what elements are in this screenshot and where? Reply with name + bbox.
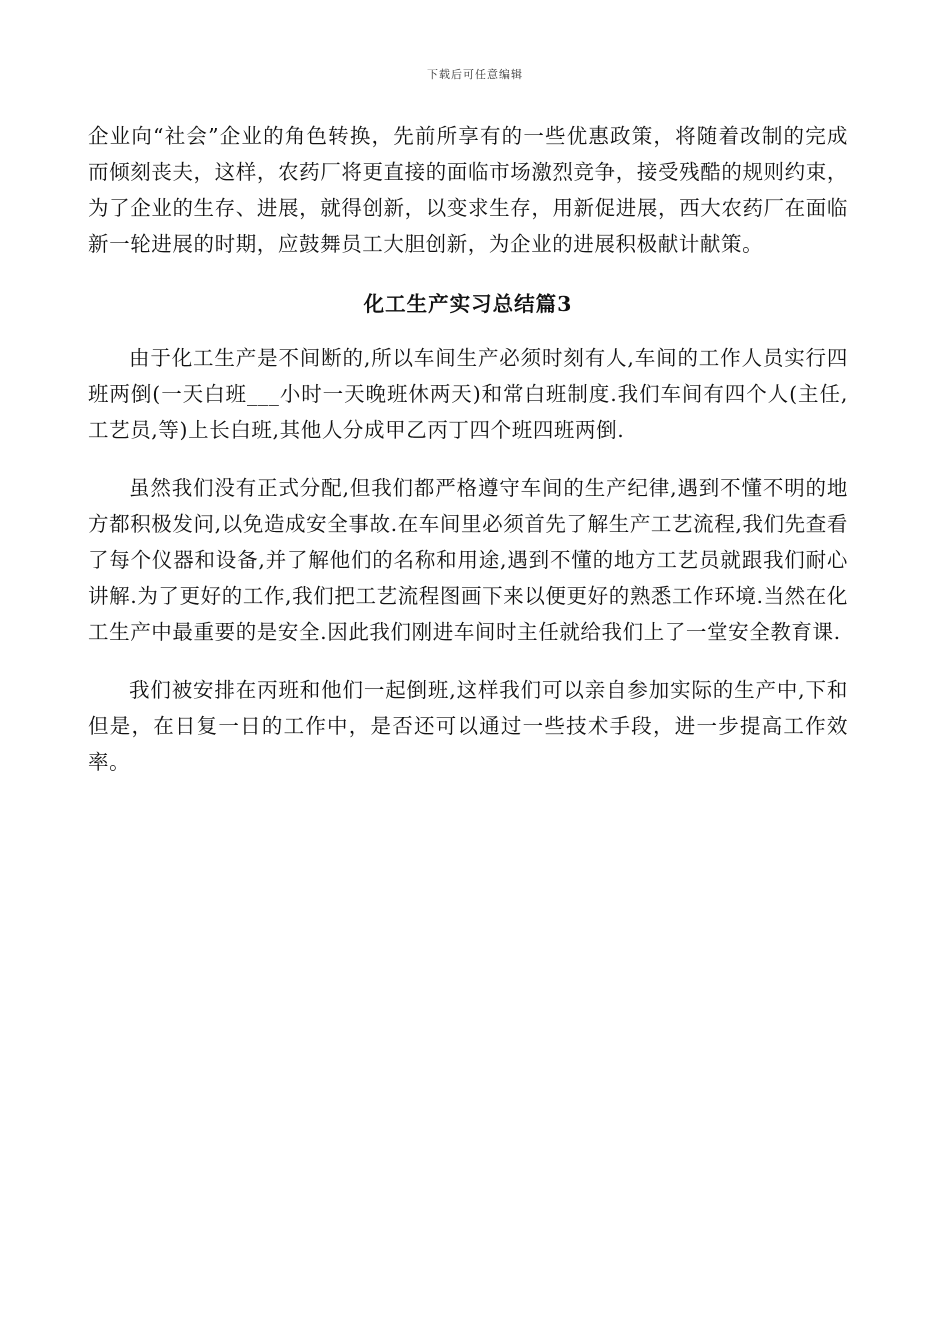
section-title: 化工生产实习总结篇3	[363, 292, 573, 316]
paragraph-4: 我们被安排在丙班和他们一起倒班,这样我们可以亲自参加实际的生产中,下和但是，在日复一日的工作中，是否还可以通过一些技术手段，进一步提高工作效率。	[88, 678, 848, 774]
page-header: 下载后可任意编辑	[427, 68, 523, 81]
paragraph-3: 虽然我们没有正式分配,但我们都严格遵守车间的生产纪律,遇到不懂不明的地方都积极发问,以免造成安全事故.在车间里必须首先了解生产工艺流程,我们先查看了每个仪器和设备,并了解他们的名称和用途,遇到不懂的地方工艺员就跟我们耐心讲解.为了更好的工作,我们把工艺流程图画下来以便更好的熟悉工作环境.当然在化工生产中最重要的是安全.因此我们刚进车间时主任就给我们上了一堂安全教育课.	[88, 476, 848, 644]
document-body	[88, 118, 848, 780]
paragraph-2: 由于化工生产是不间断的,所以车间生产必须时刻有人,车间的工作人员实行四班两倒(一天白班___小时一天晚班休两天)和常白班制度.我们车间有四个人(主任,工艺员,等)上长白班,其他人分成甲乙丙丁四个班四班两倒.	[88, 346, 848, 442]
paragraph-1: 企业向“社会”企业的角色转换，先前所享有的一些优惠政策，将随着改制的完成而倾刻丧夫，这样，农药厂将更直接的面临市场激烈竞争，接受残酷的规则约束，为了企业的生存、进展，就得创新，以变求生存，用新促进展，西大农药厂在面临新一轮进展的时期，应鼓舞员工大胆创新，为企业的进展积极献计献策。	[88, 124, 848, 256]
